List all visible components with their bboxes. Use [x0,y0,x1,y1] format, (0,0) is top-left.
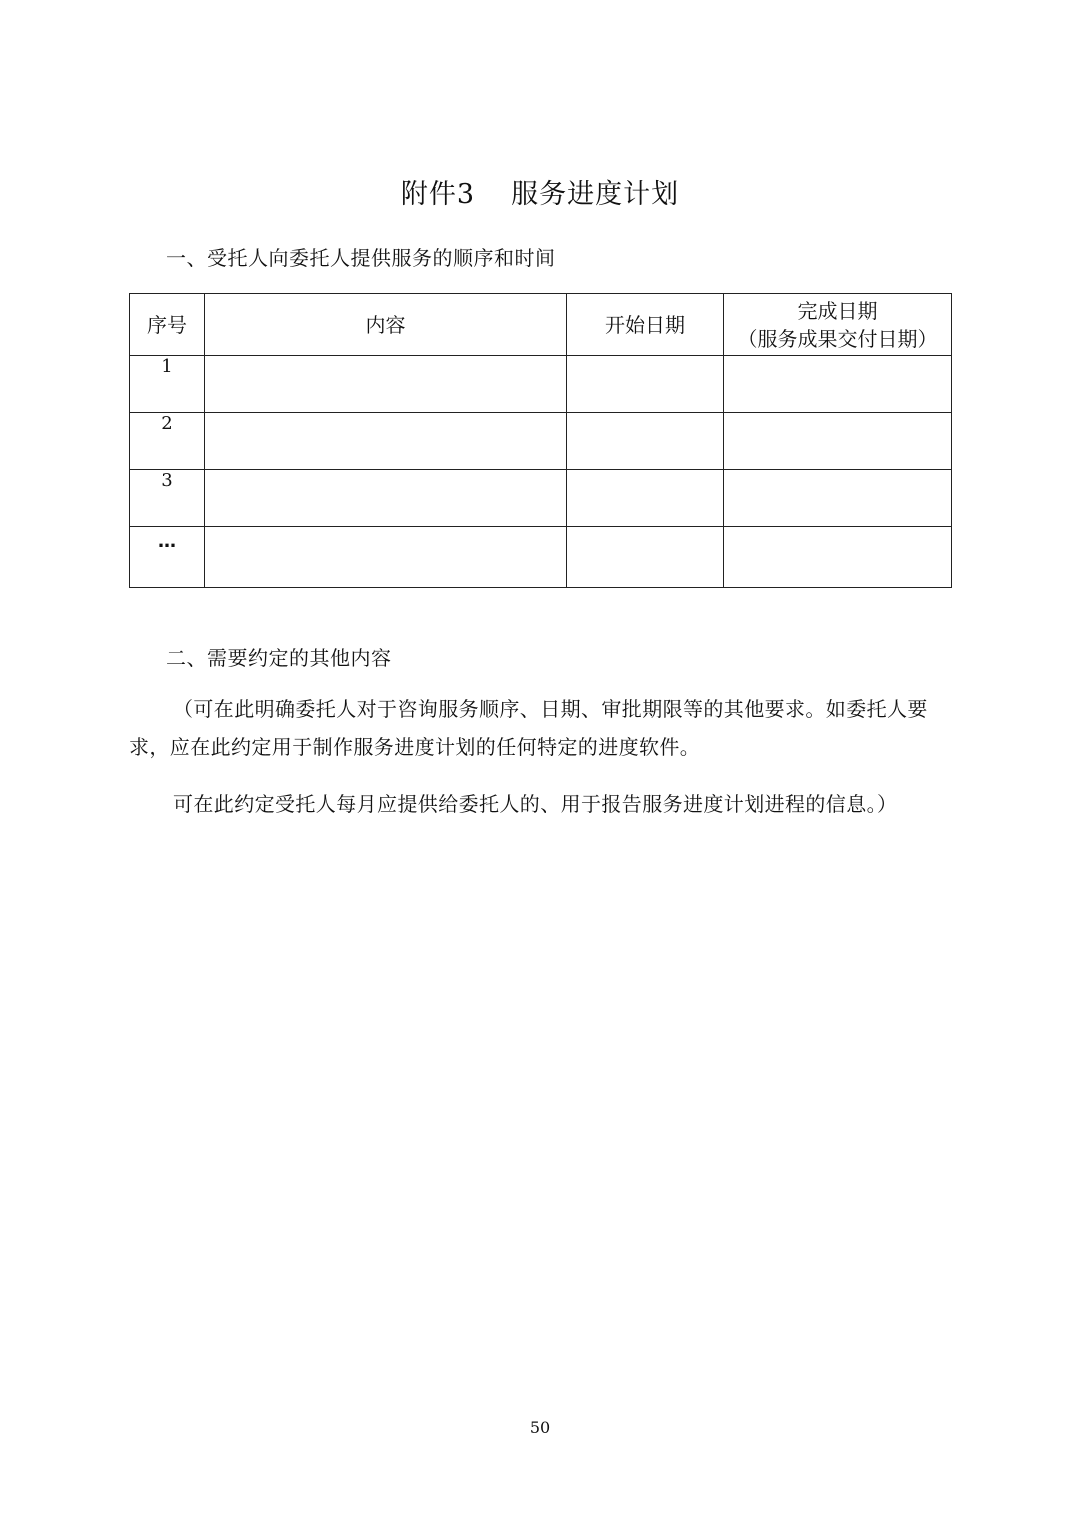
row-seq: … [130,527,205,588]
table-header-row [130,294,952,356]
row-end-cell [724,470,952,527]
row-content-cell [205,413,567,470]
row-start-cell [567,356,724,413]
paragraph-requirements: （可在此明确委托人对于咨询服务顺序、日期、审批期限等的其他要求。如委托人要求，应在此约定用于制作服务进度计划的任何特定的进度软件。 [129,697,928,759]
row-start-cell [567,527,724,588]
section-1-heading: 一、受托人向委托人提供服务的顺序和时间 [166,246,556,270]
table-row [130,527,952,588]
header-start-date: 开始日期 [567,294,724,356]
paragraph-monthly-report: 可在此约定受托人每月应提供给委托人的、用于报告服务进度计划进程的信息。） [173,792,898,816]
row-content-cell [205,356,567,413]
header-seq: 序号 [130,294,205,356]
page-title [0,172,1080,211]
page-number: 50 [529,1418,551,1437]
row-end-cell [724,356,952,413]
title-prefix: 附件3 [400,179,476,210]
row-seq: 1 [130,356,205,413]
row-content-cell [205,527,567,588]
row-start-cell [567,470,724,527]
header-content: 内容 [205,294,567,356]
table-row [130,413,952,470]
row-end-cell [724,413,952,470]
row-end-cell [724,527,952,588]
row-content-cell [205,470,567,527]
section-2-heading: 二、需要约定的其他内容 [166,646,392,670]
row-seq: 2 [130,413,205,470]
title-main: 服务进度计划 [511,179,680,210]
header-end-date-line2: （服务成果交付日期） [737,326,938,351]
row-seq: 3 [130,470,205,527]
header-end-date-line1: 完成日期 [797,298,878,323]
schedule-table [129,293,952,588]
row-start-cell [567,413,724,470]
table-row [130,470,952,527]
table-row [130,356,952,413]
header-end-date [724,294,952,356]
